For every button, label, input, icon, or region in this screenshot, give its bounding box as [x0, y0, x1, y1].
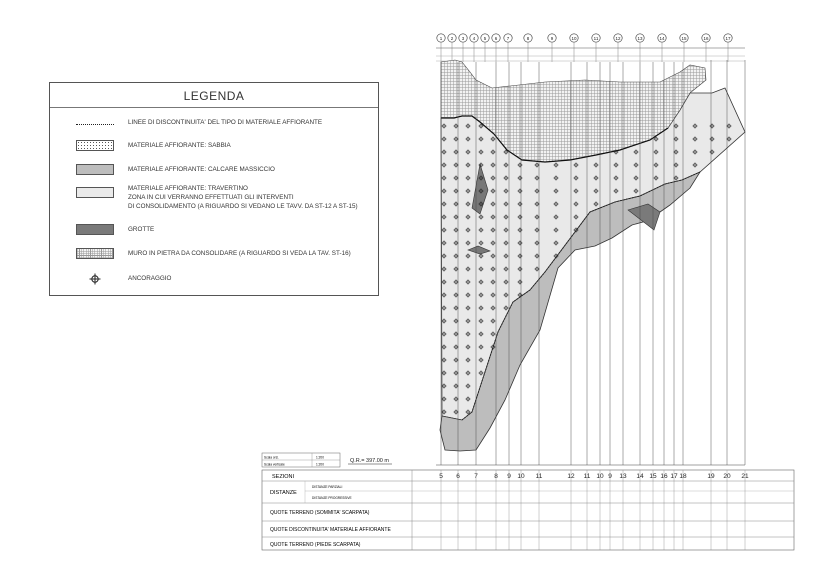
section-marker-label: 9 [550, 36, 554, 41]
section-number-label: 14 [636, 473, 644, 480]
scale-label: Scala oriz. [264, 455, 279, 460]
row-label-quote-discontinuita: QUOTE DISCONTINUITA' MATERIALE AFFIORANTE [270, 527, 391, 533]
row-label-distanze: DISTANZE [270, 490, 297, 496]
section-number-label: 21 [741, 473, 749, 480]
legend-item-label: ANCORAGGIO [128, 275, 172, 282]
section-number-label: 19 [707, 473, 715, 480]
section-number-label: 15 [649, 473, 657, 480]
section-number-label: 9 [608, 473, 612, 480]
legend-title: LEGENDA [183, 89, 245, 103]
section-number-label: 20 [723, 473, 731, 480]
row-label-quote-sommita: QUOTE TERRENO (SOMMITA' SCARPATA) [270, 510, 370, 516]
section-marker-label: 16 [703, 36, 709, 41]
section-number-label: 16 [660, 473, 668, 480]
section-marker-label: 3 [461, 36, 465, 41]
section-marker-label: 2 [450, 36, 454, 41]
section-marker-label: 14 [659, 36, 665, 41]
legend-item-label: MATERIALE AFFIORANTE: SABBIA [128, 142, 231, 149]
section-number-label: 12 [567, 473, 575, 480]
section-number-label: 6 [456, 473, 460, 480]
legend-item-label: ZONA IN CUI VERRANNO EFFETTUATI GLI INTERVENTI [128, 194, 294, 201]
section-marker-label: 10 [571, 36, 577, 41]
section-number-label: 13 [619, 473, 627, 480]
legend-item-label: GROTTE [128, 226, 155, 233]
section-number-label: 11 [535, 473, 543, 480]
legend-item-label: MATERIALE AFFIORANTE: TRAVERTINO [128, 185, 248, 192]
section-number-label: 17 [670, 473, 678, 480]
section-number-label: 9 [507, 473, 511, 480]
section-number-label: 8 [494, 473, 498, 480]
section-number-label: 10 [596, 473, 604, 480]
scale-value: 1:200 [316, 462, 324, 467]
section-marker-label: 11 [593, 36, 599, 41]
section-number-label: 18 [679, 473, 687, 480]
row-label-distanze-parziali: DISTANZE PARZIALI [312, 485, 343, 489]
section-marker-label: 6 [494, 36, 498, 41]
section-number-label: 11 [583, 473, 591, 480]
scale-box [262, 453, 340, 467]
reference-level-label: Q.R.= 397.00 m [350, 458, 389, 464]
section-number-label: 7 [474, 473, 478, 480]
scale-value: 1:200 [316, 455, 324, 460]
legend-item-label: MATERIALE AFFIORANTE: CALCARE MASSICCIO [128, 166, 275, 173]
legend-item-label: LINEE DI DISCONTINUITA' DEL TIPO DI MATERIALE AFFIORANTE [128, 119, 323, 126]
section-number-label: 5 [439, 473, 443, 480]
section-marker-label: 1 [439, 36, 443, 41]
row-label-sezioni: SEZIONI [272, 474, 295, 480]
row-label-quote-piede: QUOTE TERRENO (PIEDE SCARPATA) [270, 542, 361, 548]
legend-item-label: MURO IN PIETRA DA CONSOLIDARE (A RIGUARDO SI VEDA LA TAV. ST-16) [128, 250, 351, 257]
section-marker-label: 15 [681, 36, 687, 41]
bottom-section-labels [439, 470, 749, 550]
section-marker-label: 8 [526, 36, 530, 41]
section-marker-label: 17 [725, 36, 731, 41]
section-number-label: 10 [517, 473, 525, 480]
row-label-distanze-progressive: DISTANZE PROGRESSIVE [312, 496, 352, 500]
legend-item-label: DI CONSOLIDAMENTO (A RIGUARDO SI VEDANO LE TAVV. DA ST-12 A ST-15) [128, 203, 358, 210]
section-marker-label: 5 [483, 36, 487, 41]
section-marker-label: 7 [506, 36, 510, 41]
section-marker-label: 13 [637, 36, 643, 41]
section-marker-label: 4 [472, 36, 476, 41]
scale-label: Scala verticale [264, 462, 285, 467]
section-marker-label: 12 [615, 36, 621, 41]
